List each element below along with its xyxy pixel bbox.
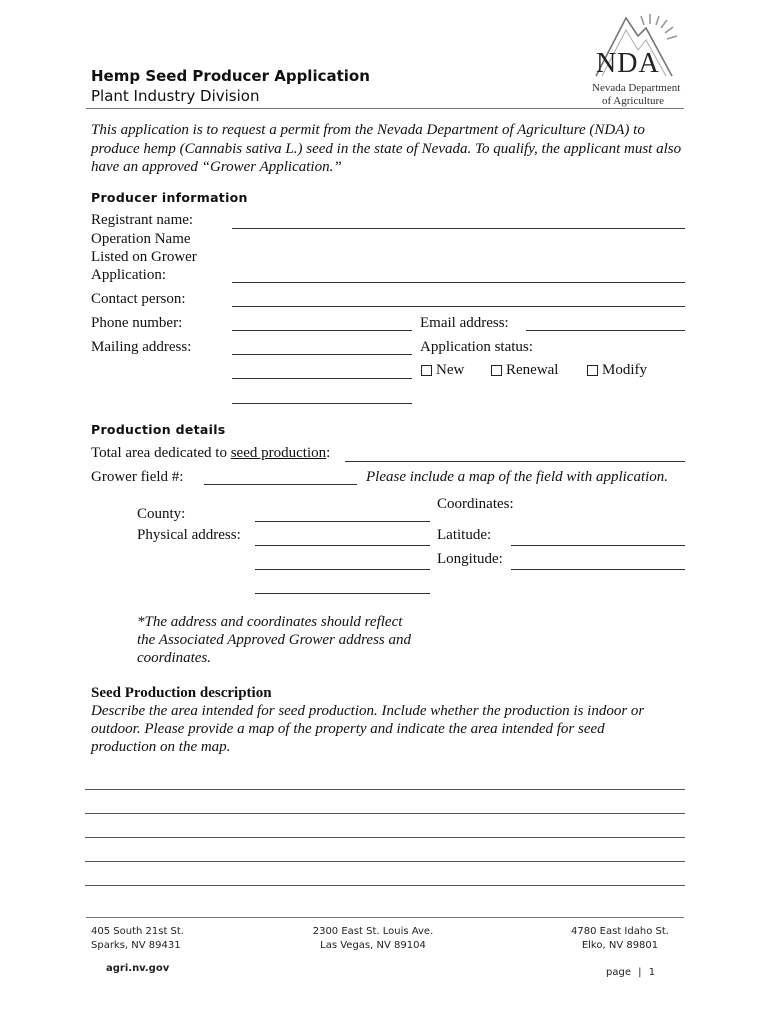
longitude-label: Longitude: — [437, 551, 503, 567]
seed-description-line3: production on the map. — [91, 739, 231, 755]
physical-address-field-3[interactable] — [255, 593, 430, 594]
map-note: Please include a map of the field with application. — [366, 469, 669, 485]
logo-line2: of Agriculture — [602, 95, 665, 107]
mailing-label: Mailing address: — [91, 339, 192, 355]
footer-address-elko-line1: 4780 East Idaho St. — [571, 926, 669, 937]
mailing-field-1[interactable] — [232, 354, 412, 355]
page-number-value: 1 — [648, 967, 656, 978]
status-modify-checkbox[interactable] — [587, 365, 598, 376]
email-field[interactable] — [526, 330, 685, 331]
footer-address-sparks-line2: Sparks, NV 89431 — [91, 940, 181, 951]
operation-name-field[interactable] — [232, 282, 685, 283]
seed-description-heading: Seed Production description — [91, 685, 272, 701]
footer-address-sparks-line1: 405 South 21st St. — [91, 926, 184, 937]
address-note-line3: coordinates. — [137, 650, 212, 666]
description-field-line-2[interactable] — [85, 813, 685, 814]
description-field-line-5[interactable] — [85, 885, 685, 886]
phone-field[interactable] — [232, 330, 412, 331]
page-subtitle: Plant Industry Division — [91, 87, 260, 105]
mailing-field-3[interactable] — [232, 403, 412, 404]
mailing-field-2[interactable] — [232, 378, 412, 379]
footer-address-elko-line2: Elko, NV 89801 — [581, 940, 659, 951]
description-field-line-3[interactable] — [85, 837, 685, 838]
status-renewal-checkbox[interactable] — [491, 365, 502, 376]
physical-address-field-2[interactable] — [255, 569, 430, 570]
footer-address-lasvegas — [303, 925, 443, 953]
email-label: Email address: — [420, 315, 509, 331]
footer-divider — [86, 917, 684, 918]
description-field-line-1[interactable] — [85, 789, 685, 790]
logo-abbr: NDA — [596, 48, 660, 79]
coordinates-label: Coordinates: — [437, 496, 514, 512]
total-area-field[interactable] — [345, 461, 685, 462]
seed-description-line2: outdoor. Please provide a map of the property and indicate the area intended for seed — [91, 721, 605, 737]
footer-website-link[interactable]: agri.nv.gov — [106, 963, 170, 974]
total-area-label — [91, 444, 330, 462]
page-label: page — [606, 967, 631, 978]
total-area-prefix: Total area dedicated to — [91, 445, 231, 461]
footer-address-elko — [560, 925, 680, 953]
producer-heading: Producer information — [91, 190, 248, 205]
seed-production-link[interactable]: seed production — [230, 445, 327, 461]
page-title: Hemp Seed Producer Application — [91, 67, 370, 85]
footer-address-sparks — [91, 925, 184, 953]
operation-label-line2: Listed on Grower — [91, 249, 197, 265]
operation-label-line1: Operation Name — [91, 231, 191, 247]
county-field[interactable] — [255, 521, 430, 522]
grower-field-input[interactable] — [204, 484, 357, 485]
status-modify-label: Modify — [602, 362, 647, 378]
county-label: County: — [137, 506, 186, 522]
status-new-checkbox[interactable] — [421, 365, 432, 376]
registrant-field[interactable] — [232, 228, 685, 229]
registrant-label: Registrant name: — [91, 212, 194, 228]
operation-label-line3: Application: — [91, 267, 166, 283]
production-heading: Production details — [91, 422, 226, 437]
footer-address-lasvegas-line1: 2300 East St. Louis Ave. — [312, 926, 434, 937]
address-note-line2: the Associated Approved Grower address and — [137, 632, 412, 648]
latitude-label: Latitude: — [437, 527, 492, 543]
nda-logo — [588, 10, 688, 110]
grower-field-label: Grower field #: — [91, 469, 184, 485]
logo-line1: Nevada Department — [592, 82, 681, 94]
address-note-line1: *The address and coordinates should reflect — [137, 614, 403, 630]
phone-label: Phone number: — [91, 315, 183, 331]
seed-description-line1: Describe the area intended for seed production. Include whether the production is indoor or — [91, 703, 645, 719]
page-number — [606, 966, 655, 980]
physical-address-label: Physical address: — [137, 527, 241, 543]
footer-address-lasvegas-line2: Las Vegas, NV 89104 — [320, 940, 426, 951]
status-label: Application status: — [420, 339, 533, 355]
status-renewal-label: Renewal — [506, 362, 559, 378]
page-separator: | — [638, 967, 642, 978]
longitude-field[interactable] — [511, 569, 685, 570]
intro-paragraph: This application is to request a permit from the Nevada Department of Agriculture (NDA) to produce hemp (Cannabis sativa L.) seed in the state of Nevada. To qualify, the applicant must also have an approved “Grower Application.” — [91, 122, 682, 175]
description-field-line-4[interactable] — [85, 861, 685, 862]
contact-label: Contact person: — [91, 291, 186, 307]
latitude-field[interactable] — [511, 545, 685, 546]
status-new-label: New — [436, 362, 465, 378]
total-area-suffix: : — [326, 445, 331, 461]
contact-field[interactable] — [232, 306, 685, 307]
physical-address-field-1[interactable] — [255, 545, 430, 546]
